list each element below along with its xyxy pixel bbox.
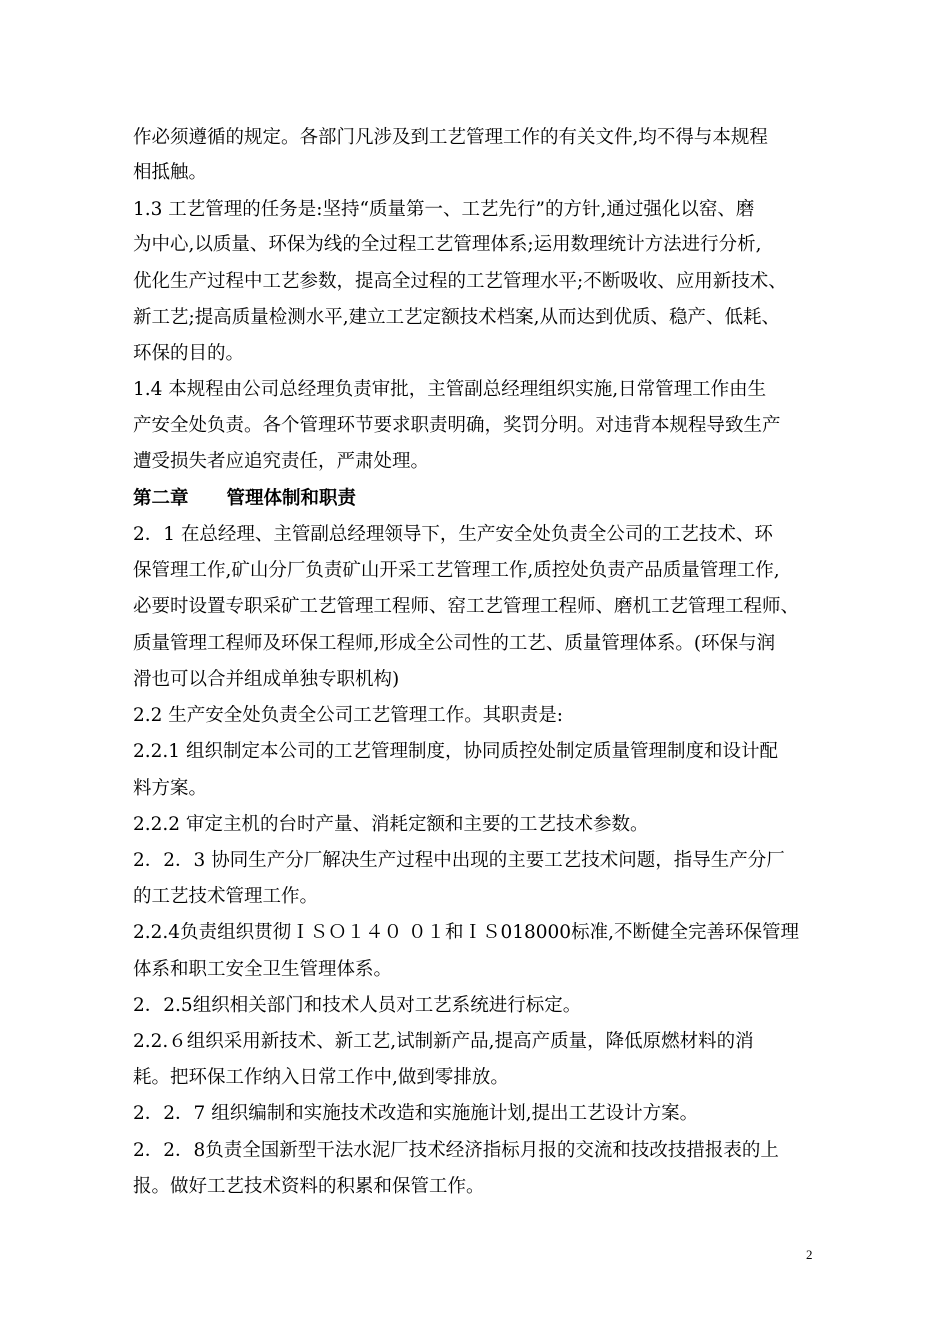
text-line: 的工艺技术管理工作。 bbox=[133, 886, 319, 907]
text-line: 报。做好工艺技术资料的积累和保管工作。 bbox=[133, 1176, 485, 1197]
text-line: 耗。把环保工作纳入日常工作中,做到零排放。 bbox=[133, 1067, 509, 1088]
text-line: 为中心,以质量、环保为线的全过程工艺管理体系;运用数理统计方法进行分析, bbox=[133, 234, 762, 255]
text-line: 产安全处负责。各个管理环节要求职责明确，奖罚分明。对违背本规程导致生产 bbox=[133, 415, 781, 436]
text-line: 料方案。 bbox=[133, 778, 208, 799]
text-line: 2.2.4负责组织贯彻ＩＳＯ１４０ ０１和ＩＳ018000标准,不断健全完善环保管理 bbox=[133, 922, 799, 943]
text-line: 体系和职工安全卫生管理体系。 bbox=[133, 959, 393, 980]
text-line: 2.2.６组织采用新技术、新工艺,试制新产品,提高产质量，降低原燃材料的消 bbox=[133, 1031, 754, 1052]
chapter-heading bbox=[133, 486, 833, 512]
text-line: 滑也可以合并组成单独专职机构) bbox=[133, 669, 400, 690]
text-line: 质量管理工程师及环保工程师,形成全公司性的工艺、质量管理体系。(环保与润 bbox=[133, 633, 776, 654]
chapter-title: 管理体制和职责 bbox=[226, 488, 357, 509]
text-line: 2.2 生产安全处负责全公司工艺管理工作。其职责是: bbox=[133, 705, 564, 726]
text-line: 2.2.2 审定主机的台时产量、消耗定额和主要的工艺技术参数。 bbox=[133, 814, 649, 835]
text-line: 作必须遵循的规定。各部门凡涉及到工艺管理工作的有关文件,均不得与本规程 bbox=[133, 127, 768, 148]
text-line: 环保的目的。 bbox=[133, 343, 245, 364]
text-line: 1.4 本规程由公司总经理负责审批，主管副总经理组织实施,日常管理工作由生 bbox=[133, 379, 767, 400]
text-line: 遭受损失者应追究责任，严肃处理。 bbox=[133, 451, 430, 472]
text-line: 保管理工作,矿山分厂负责矿山开采工艺管理工作,质控处负责产品质量管理工作, bbox=[133, 560, 780, 581]
text-line: 新工艺;提高质量检测水平,建立工艺定额技术档案,从而达到优质、稳产、低耗、 bbox=[133, 307, 780, 328]
text-line: 1.3 工艺管理的任务是:坚持“质量第一、工艺先行”的方针,通过强化以窑、磨 bbox=[133, 199, 755, 220]
text-line: 2．1 在总经理、主管副总经理领导下，生产安全处负责全公司的工艺技术、环 bbox=[133, 524, 773, 545]
text-line: 2．2．3 协同生产分厂解决生产过程中出现的主要工艺技术问题，指导生产分厂 bbox=[133, 850, 785, 871]
text-line: 优化生产过程中工艺参数，提高全过程的工艺管理水平;不断吸收、应用新技术、 bbox=[133, 271, 787, 292]
text-line: 相抵触。 bbox=[133, 162, 208, 183]
text-line: 2．2．7 组织编制和实施技术改造和实施施计划,提出工艺设计方案。 bbox=[133, 1103, 699, 1124]
chapter-number: 第二章 bbox=[133, 488, 189, 509]
page-number: 2 bbox=[806, 1247, 813, 1262]
text-line: 必要时设置专职采矿工艺管理工程师、窑工艺管理工程师、磨机工艺管理工程师、 bbox=[133, 596, 800, 617]
text-line: 2．2．8负责全国新型干法水泥厂技术经济指标月报的交流和技改技措报表的上 bbox=[133, 1140, 779, 1161]
text-line: 2.2.1 组织制定本公司的工艺管理制度，协同质控处制定质量管理制度和设计配 bbox=[133, 741, 778, 762]
text-line: 2．2.5组织相关部门和技术人员对工艺系统进行标定。 bbox=[133, 995, 582, 1016]
